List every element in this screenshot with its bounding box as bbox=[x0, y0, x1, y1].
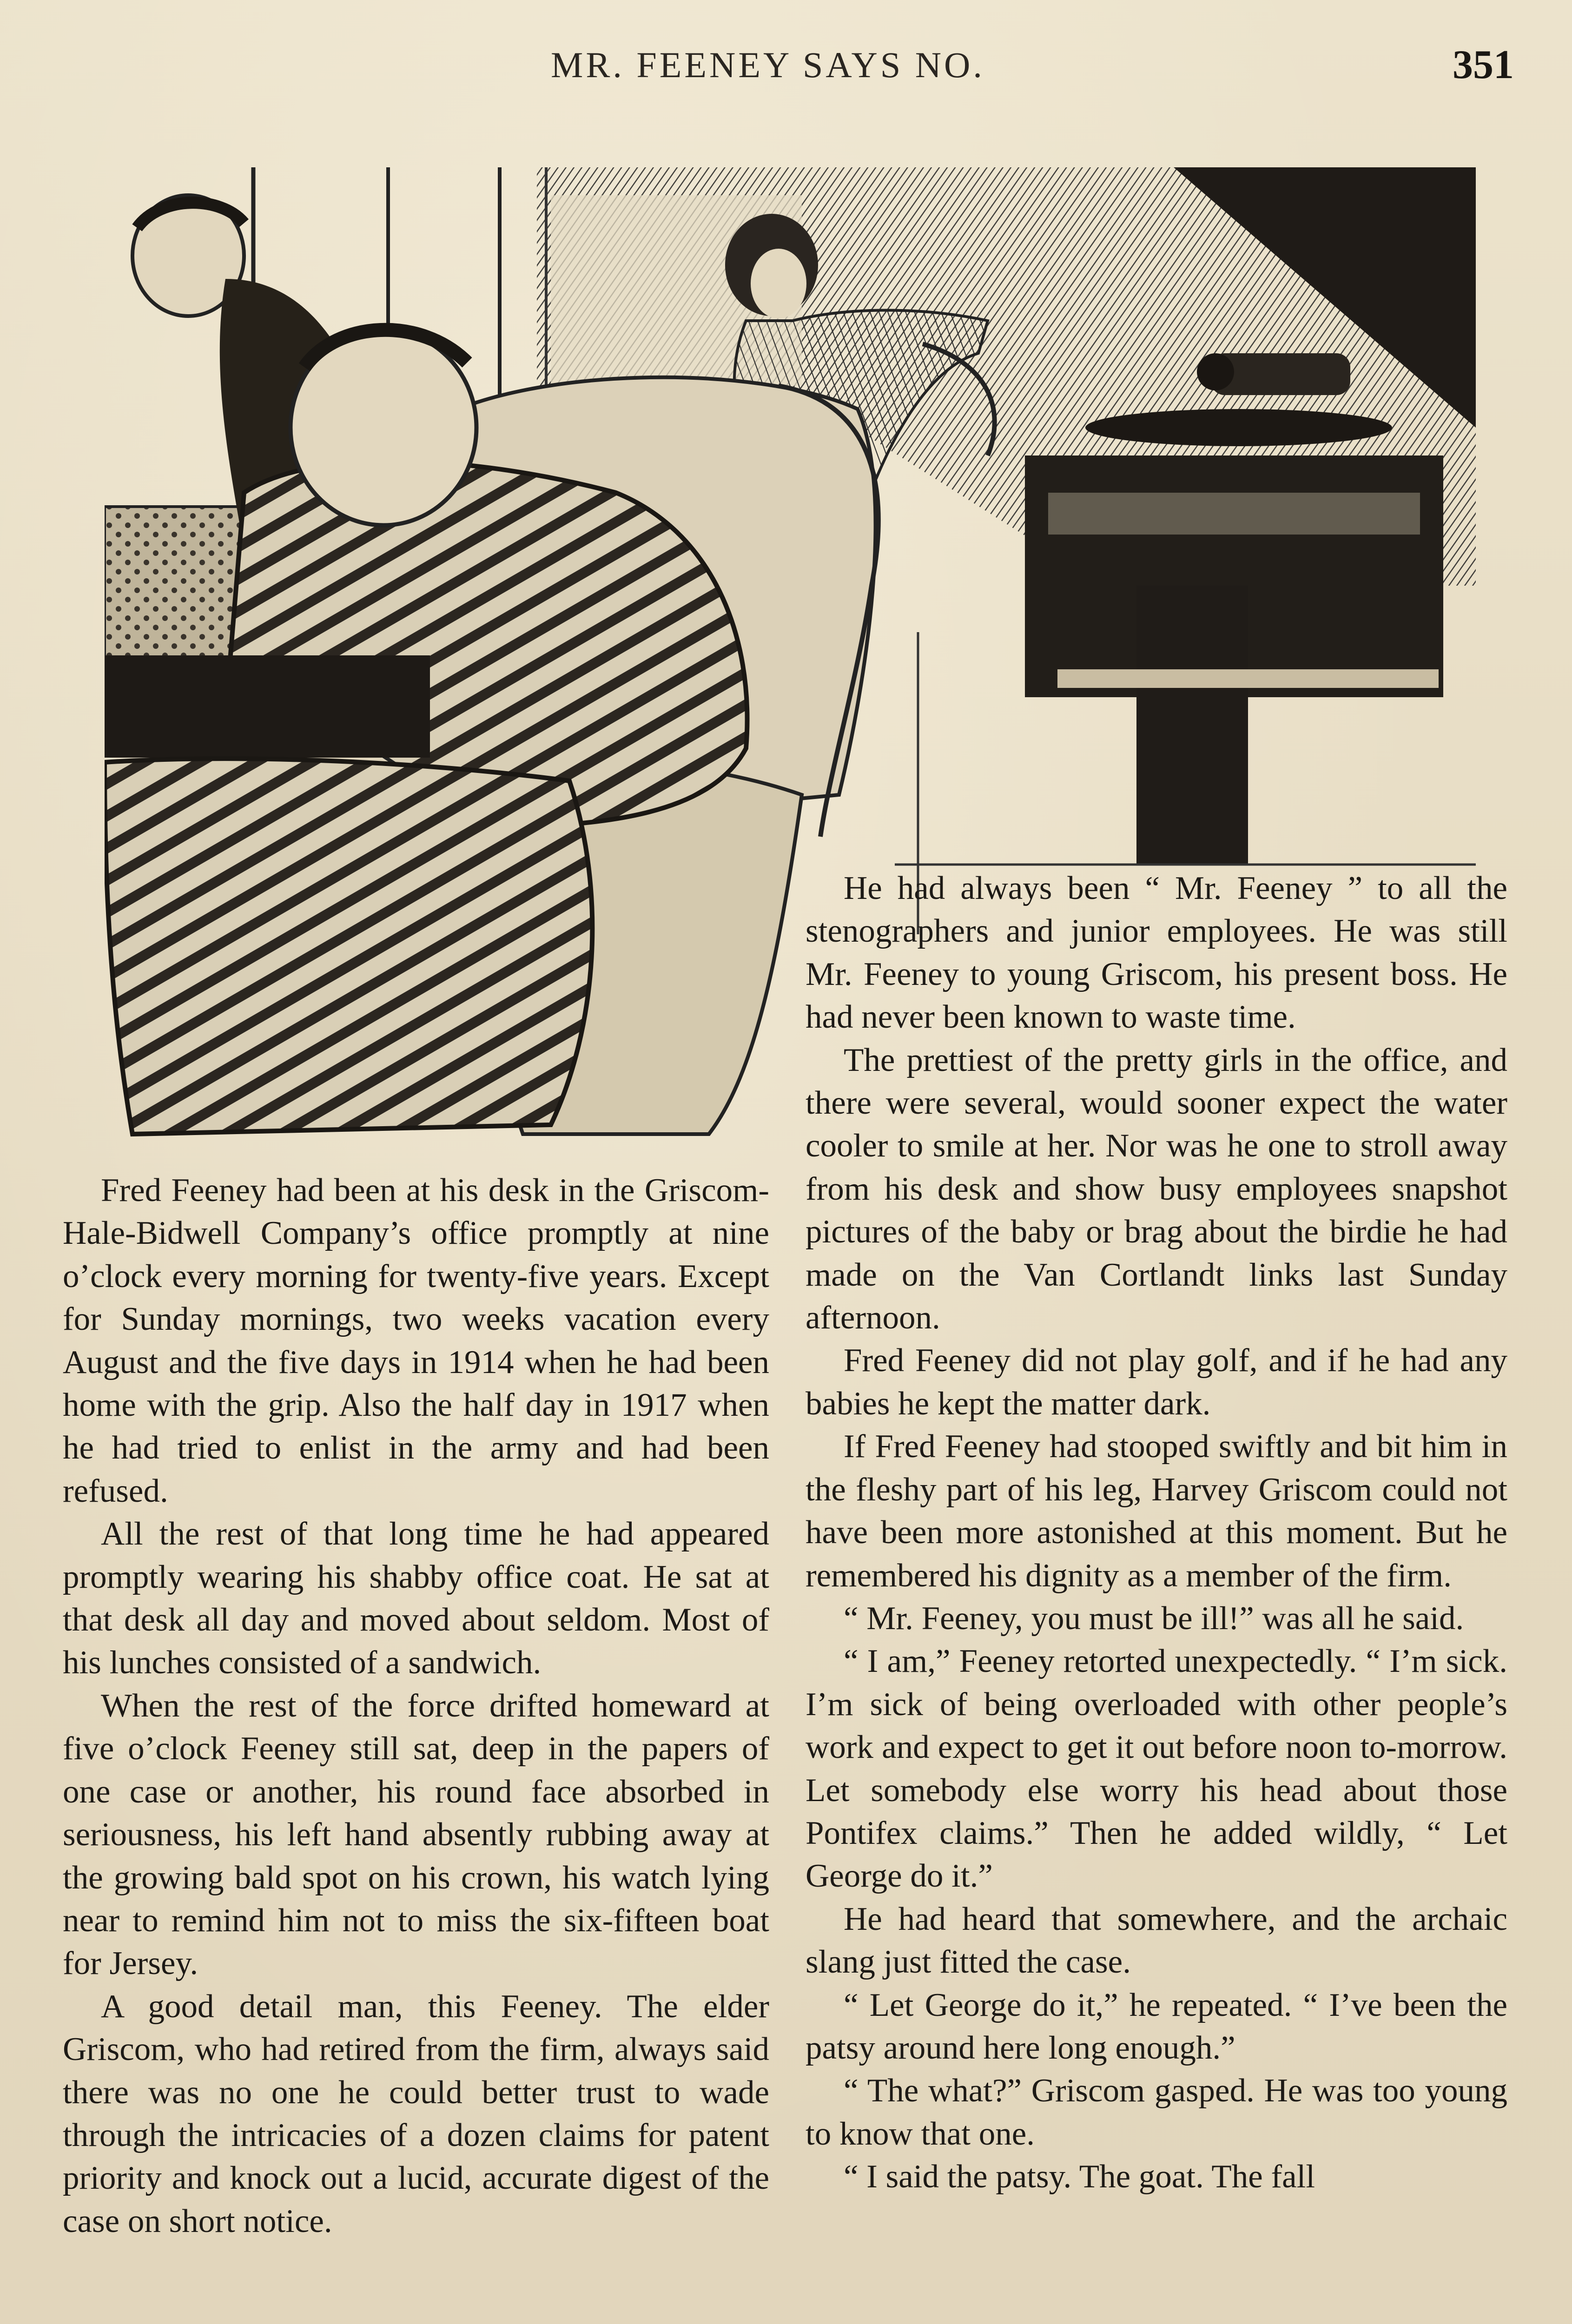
paragraph: If Fred Feeney had stooped swiftly and bit him in the fleshy part of his leg, Harvey Griscom could not have been more astonished at this moment. But he remembered his dignity as a member of the firm. bbox=[806, 1428, 1507, 1594]
paragraph: He had heard that somewhere, and the archaic slang just fitted the case. bbox=[806, 1901, 1507, 1981]
paragraph: “ The what?” Griscom gasped. He was too young to know that one. bbox=[806, 2073, 1507, 2152]
paragraph: Fred Feeney did not play golf, and if he had any babies he kept the matter dark. bbox=[806, 1342, 1507, 1422]
left-column bbox=[63, 1169, 769, 2243]
right-column bbox=[806, 867, 1507, 2199]
running-head: MR. FEENEY SAYS NO. bbox=[551, 45, 985, 85]
page-header bbox=[0, 44, 1572, 100]
paragraph: Fred Feeney had been at his desk in the Griscom-Hale-Bidwell Company’s office promptly at nine o’clock every morning for twenty-five years. Except for Sunday mornings, two weeks vacation every August and the five days in 1914 when he had been home with the grip. Also the half day in 1917 when he had tried to enlist in the army and had been refused. bbox=[63, 1172, 769, 1509]
paragraph: “ Let George do it,” he repeated. “ I’ve been the patsy around here long enough.” bbox=[806, 1987, 1507, 2066]
page-number: 351 bbox=[1453, 42, 1514, 87]
paragraph: The prettiest of the pretty girls in the office, and there were several, would sooner expect the water cooler to smile at her. Nor was he one to stroll away from his desk and show busy employees snapshot pictures of the baby or brag about the birdie he had made on the Van Cortlandt links last Sunday afternoon. bbox=[806, 1042, 1507, 1336]
paragraph: When the rest of the force drifted homeward at five o’clock Feeney still sat, deep in the papers of one case or another, his round face absorbed in seriousness, his left hand absently rubbing away at the growing bald spot on his crown, his watch lying near to remind him not to miss the six-fifteen boat for Jersey. bbox=[63, 1687, 769, 1982]
paragraph: He had always been “ Mr. Feeney ” to all the stenographers and junior employees. He was still Mr. Feeney to young Griscom, his present boss. He had never been known to waste time. bbox=[806, 870, 1507, 1036]
paragraph: “ Mr. Feeney, you must be ill!” was all he said. bbox=[844, 1600, 1464, 1637]
paragraph: “ I said the patsy. The goat. The fall bbox=[844, 2159, 1315, 2195]
paragraph: “ I am,” Feeney retorted unexpectedly. “ I’m sick. I’m sick of being overloaded with other people’s work and expect to get it out before noon to-morrow. Let somebody else worry his head about those Pontifex claims.” Then he added wildly, “ Let George do it.” bbox=[806, 1643, 1507, 1895]
paragraph: All the rest of that long time he had appeared promptly wearing his shabby office coat. He sat at that desk all day and moved about seldom. Most of his lunches consisted of a sandwich. bbox=[63, 1516, 769, 1681]
paragraph: A good detail man, this Feeney. The elder Griscom, who had retired from the firm, always said there was no one he could better trust to wade through the intricacies of a dozen claims for patent priority and knock out a lucid, accurate digest of the case on short notice. bbox=[63, 1988, 769, 2239]
